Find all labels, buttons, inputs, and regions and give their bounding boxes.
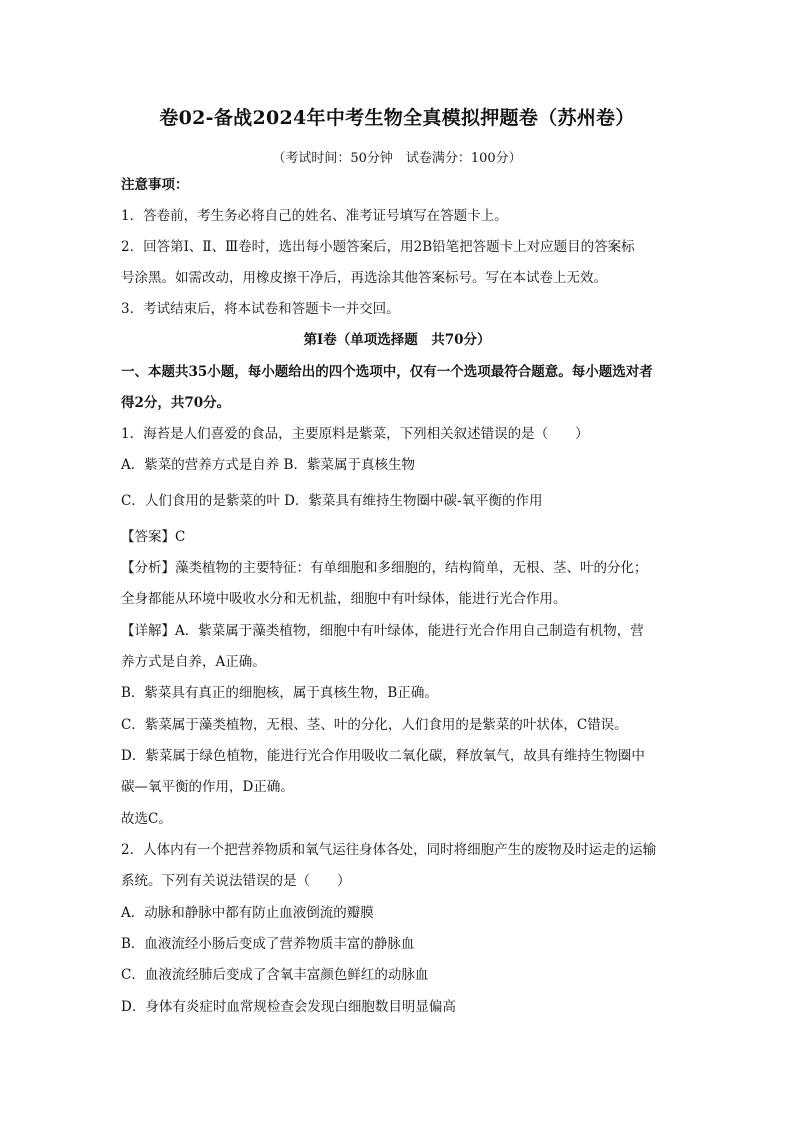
question-1-analysis-2: 全身都能从环境中吸收水分和无机盐，细胞中有叶绿体，能进行光合作用。	[121, 591, 567, 607]
question-1-options-ab: A．紫菜的营养方式是自养 B．紫菜属于真核生物	[121, 457, 415, 473]
question-1-conclusion: 故选C。	[121, 811, 172, 827]
notice-heading: 注意事项：	[121, 177, 189, 193]
question-1-detail-6: 碳—氧平衡的作用，D正确。	[121, 779, 294, 795]
question-1-analysis-1: 【分析】藻类植物的主要特征：有单细胞和多细胞的，结构简单，无根、茎、叶的分化；	[121, 560, 648, 576]
section-title: 第Ⅰ卷（单项选择题 共70分）	[303, 332, 491, 348]
notice-item-1: 1．答卷前，考生务必将自己的姓名、准考证号填写在答题卡上。	[121, 208, 508, 224]
question-2-option-c: C．血液流经肺后变成了含氧丰富颜色鲜红的动脉血	[121, 967, 429, 983]
question-1-detail-5: D．紫菜属于绿色植物，能进行光合作用吸收二氧化碳，释放氧气，故具有维持生物圈中	[121, 748, 645, 764]
section-instruction-line-2: 得2分，共70分。	[121, 395, 231, 411]
question-1-detail-3: B．紫菜具有真正的细胞核，属于真核生物，B正确。	[121, 685, 438, 701]
question-1-options-cd: C．人们食用的是紫菜的叶 D．紫菜具有维持生物圈中碳-氧平衡的作用	[121, 493, 543, 509]
section-instruction-line-1: 一、本题共35小题，每小题给出的四个选项中，仅有一个选项最符合题意。每小题选对者	[121, 364, 653, 380]
page-title: 卷02-备战2024年中考生物全真模拟押题卷（苏州卷）	[159, 107, 635, 129]
question-1-detail-4: C．紫菜属于藻类植物，无根、茎、叶的分化，人们食用的是紫菜的叶状体，C错误。	[121, 717, 628, 733]
question-1-answer: 【答案】C	[121, 529, 186, 545]
question-2-option-d: D．身体有炎症时血常规检查会发现白细胞数目明显偏高	[121, 999, 456, 1015]
question-2-option-b: B．血液流经小肠后变成了营养物质丰富的静脉血	[121, 936, 415, 952]
question-2-stem-2: 系统。下列有关说法错误的是（ ）	[121, 873, 351, 889]
notice-item-3: 3．考试结束后，将本试卷和答题卡一并交回。	[121, 301, 400, 317]
question-1-stem: 1．海苔是人们喜爱的食品，主要原料是紫菜，下列相关叙述错误的是（ ）	[121, 426, 589, 442]
notice-item-2: 2．回答第Ⅰ、Ⅱ、Ⅲ卷时，选出每小题答案后，用2B铅笔把答题卡上对应题目的答案标	[121, 239, 635, 255]
exam-info-subtitle: （考试时间：50分钟 试卷满分：100分）	[272, 151, 522, 166]
question-1-detail-2: 养方式是自养，A正确。	[121, 654, 266, 670]
question-1-detail-1: 【详解】A．紫菜属于藻类植物，细胞中有叶绿体，能进行光合作用自己制造有机物，营	[121, 623, 644, 639]
notice-item-2-cont: 号涂黑。如需改动，用橡皮擦干净后，再选涂其他答案标号。写在本试卷上无效。	[121, 270, 607, 286]
question-2-option-a: A．动脉和静脉中都有防止血液倒流的瓣膜	[121, 905, 374, 921]
question-2-stem-1: 2．人体内有一个把营养物质和氧气运往身体各处，同时将细胞产生的废物及时运走的运输	[121, 842, 657, 858]
